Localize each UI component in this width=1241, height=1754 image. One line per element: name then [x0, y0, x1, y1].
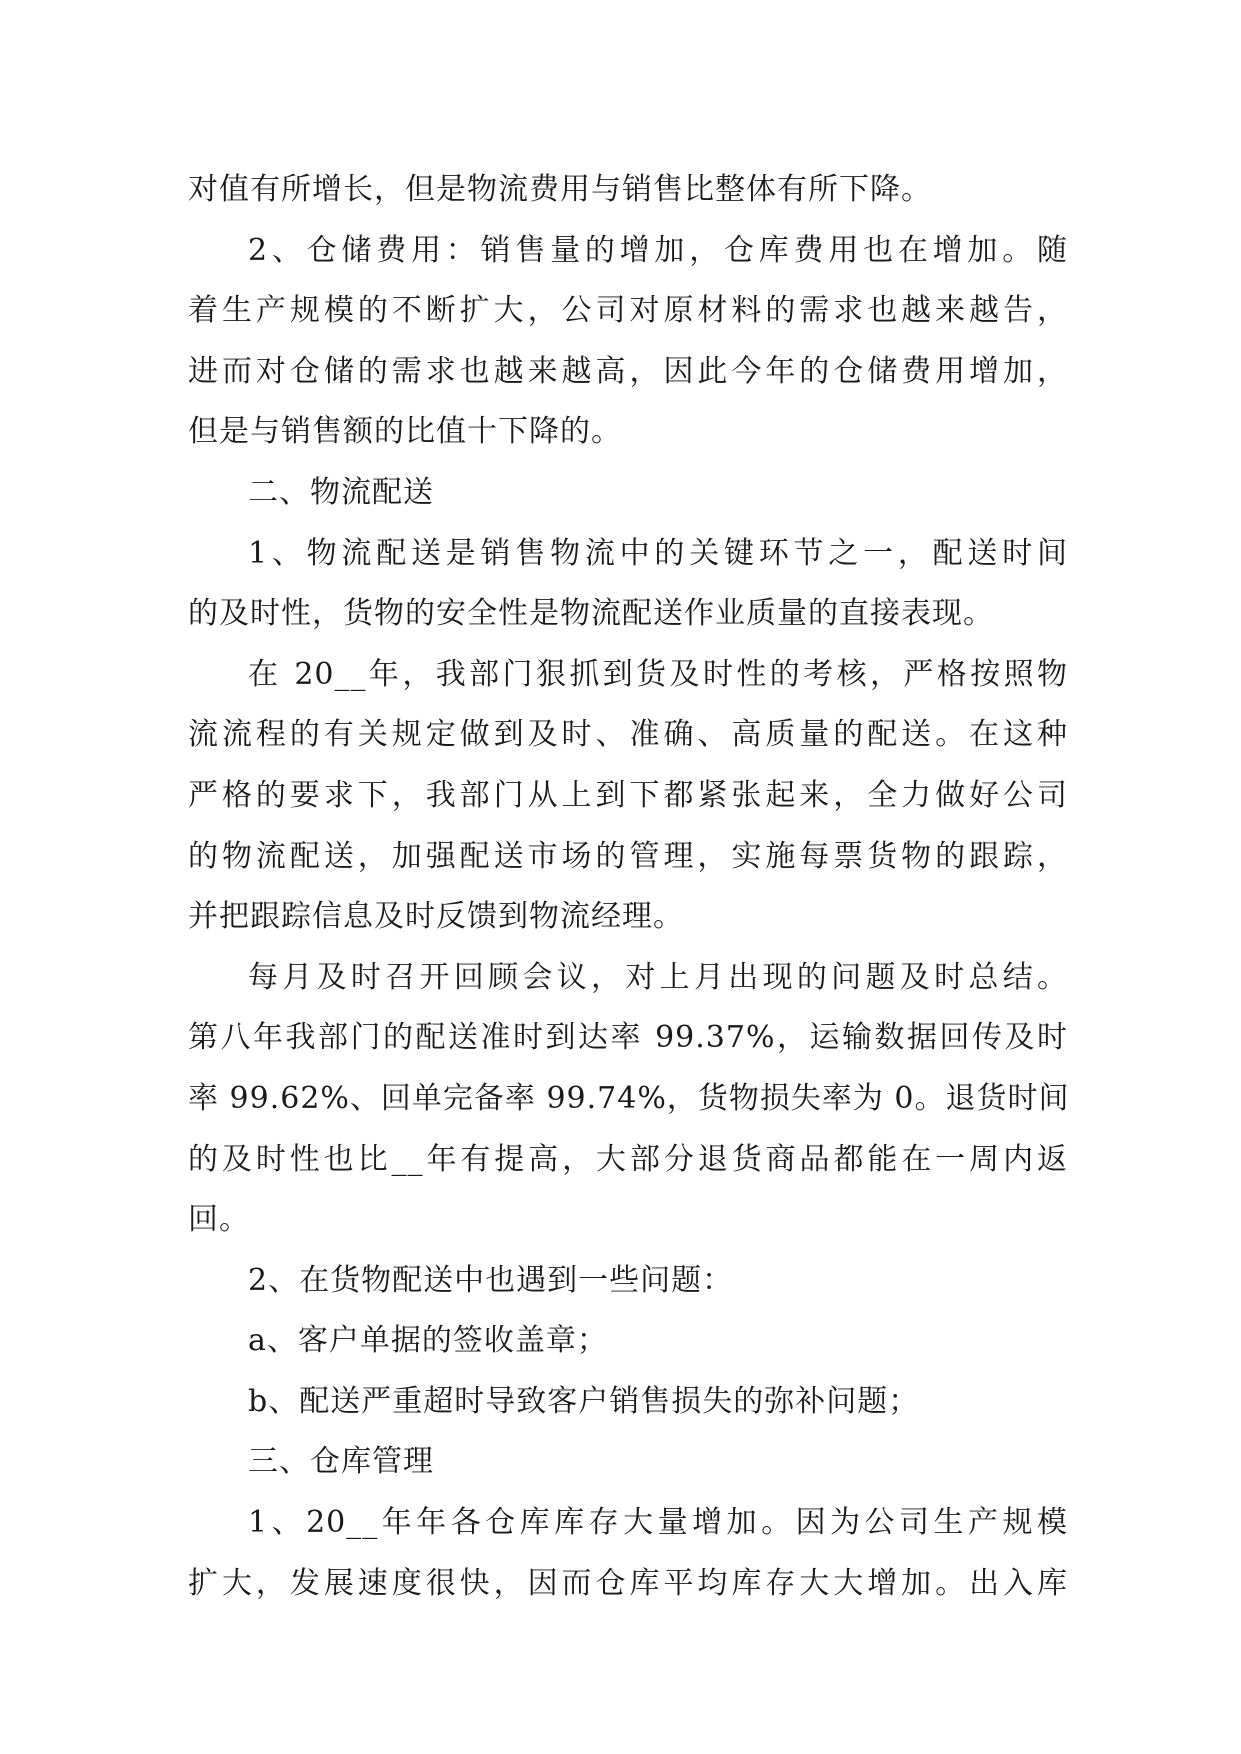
text-line: a、客户单据的签收盖章； — [248, 1323, 608, 1359]
text-line: 2、仓储费用：销售量的增加，仓库费用也在增加。随 — [248, 232, 1068, 268]
text-line: b、配送严重超时导致客户销售损失的弥补问题； — [248, 1383, 920, 1419]
text-line: 1、20__年年各仓库库存大量增加。因为公司生产规模 — [248, 1505, 1068, 1541]
document-body — [188, 160, 1068, 1614]
text-line: 流流程的有关规定做到及时、准确、高质量的配送。在这种 — [188, 717, 1068, 753]
list-item-b — [188, 1372, 1068, 1433]
text-line: 对值有所增长，但是物流费用与销售比整体有所下降。 — [188, 172, 932, 207]
section-heading-logistics-delivery — [188, 463, 1068, 524]
paragraph-storage-cost — [188, 221, 1068, 463]
text-line: 的及时性也比__年有提高，大部分退货商品都能在一周内返 — [188, 1141, 1068, 1177]
text-line: 的物流配送，加强配送市场的管理，实施每票货物的跟踪， — [188, 838, 1068, 874]
text-line: 但是与销售额的比值十下降的。 — [188, 414, 622, 450]
text-line: 进而对仓储的需求也越来越高，因此今年的仓储费用增加， — [188, 353, 1068, 389]
text-line: 并把跟踪信息及时反馈到物流经理。 — [188, 899, 684, 935]
text-line: 1、物流配送是销售物流中的关键环节之一，配送时间 — [248, 535, 1068, 571]
text-line: 严格的要求下，我部门从上到下都紧张起来，全力做好公司 — [188, 777, 1068, 813]
text-line: 二、物流配送 — [248, 474, 434, 510]
paragraph-delivery-intro — [188, 524, 1068, 645]
text-line: 率 99.62%、回单完备率 99.74%，货物损失率为 0。退货时间 — [188, 1080, 1070, 1116]
text-line: 扩大，发展速度很快，因而仓库平均库存大大增加。出入库 — [188, 1565, 1068, 1601]
text-line: 每月及时召开回顾会议，对上月出现的问题及时总结。 — [248, 959, 1068, 995]
text-line: 在 20__年，我部门狠抓到货及时性的考核，严格按照物 — [248, 656, 1068, 692]
text-line: 着生产规模的不断扩大，公司对原材料的需求也越来越告， — [188, 293, 1068, 329]
text-line: 2、在货物配送中也遇到一些问题： — [248, 1262, 734, 1298]
paragraph-delivery-problems — [188, 1251, 1068, 1312]
text-line: 第八年我部门的配送准时到达率 99.37%，运输数据回传及时 — [188, 1020, 1068, 1056]
text-line: 的及时性，货物的安全性是物流配送作业质量的直接表现。 — [188, 596, 994, 632]
paragraph-warehouse-inventory — [188, 1493, 1068, 1614]
paragraph — [188, 160, 1068, 221]
text-line: 三、仓库管理 — [248, 1444, 434, 1480]
text-line: 回。 — [188, 1202, 250, 1238]
paragraph-delivery-timeliness — [188, 645, 1068, 948]
section-heading-warehouse-management — [188, 1432, 1068, 1493]
list-item-a — [188, 1311, 1068, 1372]
paragraph-monthly-review — [188, 948, 1068, 1251]
